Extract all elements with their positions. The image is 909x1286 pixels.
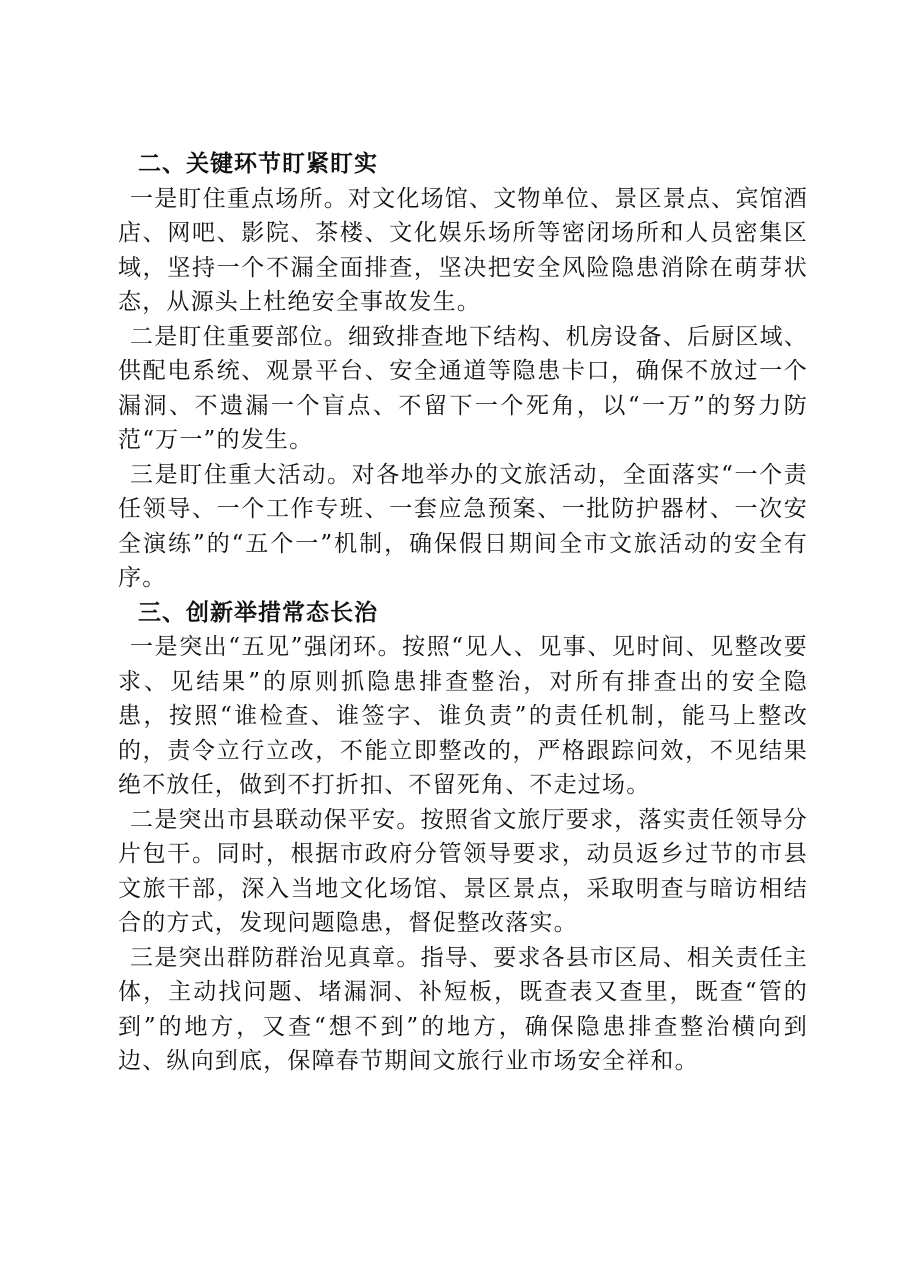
paragraph: 一是盯住重点场所。对文化场馆、文物单位、景区景点、宾馆酒店、网吧、影院、茶楼、文化娱乐场所等密闭场所和人员密集区域，坚持一个不漏全面排查，坚决把安全风险隐患消除在萌芽状态，从源头上杜绝安全事故发生。 bbox=[118, 185, 808, 315]
paragraph: 三是突出群防群治见真章。指导、要求各县市区局、相关责任主体，主动找问题、堵漏洞、补短板，既查表又查里，既查“管的到”的地方，又查“想不到”的地方，确保隐患排查整治横向到边、纵向到底，保障春节期间文旅行业市场安全祥和。 bbox=[118, 944, 808, 1074]
paragraph: 二是盯住重要部位。细致排查地下结构、机房设备、后厨区域、供配电系统、观景平台、安全通道等隐患卡口，确保不放过一个漏洞、不遗漏一个盲点、不留下一个死角，以“一万”的努力防范“万一”的发生。 bbox=[118, 323, 808, 453]
paragraph: 一是突出“五见”强闭环。按照“见人、见事、见时间、见整改要求、见结果”的原则抓隐患排查整治，对所有排查出的安全隐患，按照“谁检查、谁签字、谁负责”的责任机制，能马上整改的，责令立行立改，不能立即整改的，严格跟踪问效，不见结果绝不放任，做到不打折扣、不留死角、不走过场。 bbox=[118, 634, 808, 798]
paragraph: 二是突出市县联动保平安。按照省文旅厅要求，落实责任领导分片包干。同时，根据市政府分管领导要求，动员返乡过节的市县文旅干部，深入当地文化场馆、景区景点，采取明查与暗访相结合的方式，发现问题隐患，督促整改落实。 bbox=[118, 806, 808, 936]
section-heading: 二、关键环节盯紧盯实 bbox=[138, 151, 378, 177]
paragraph: 三是盯住重大活动。对各地举办的文旅活动，全面落实“一个责任领导、一个工作专班、一套应急预案、一批防护器材、一次安全演练”的“五个一”机制，确保假日期间全市文旅活动的安全有序。 bbox=[118, 461, 808, 591]
section-heading: 三、创新举措常态长治 bbox=[138, 599, 378, 626]
document-body bbox=[118, 147, 808, 1079]
